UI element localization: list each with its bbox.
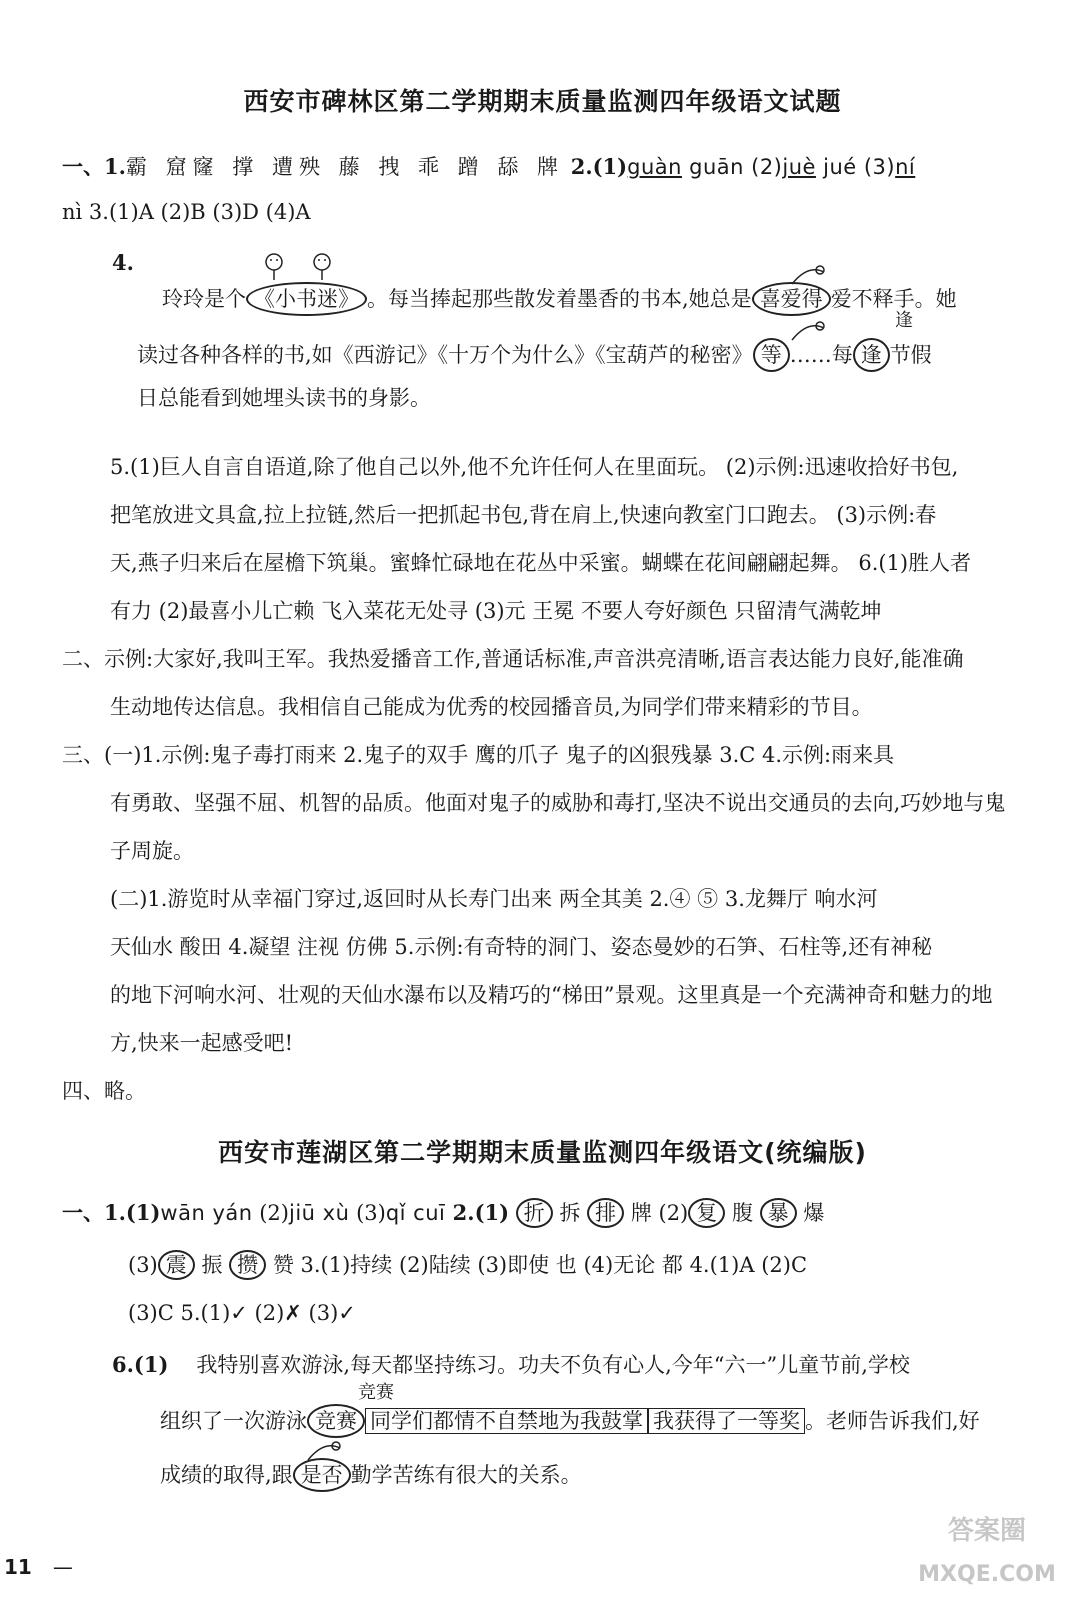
watermark-text: 答案圈 [947,1516,1027,1546]
s1-q1-line [62,152,915,182]
s2-text: (2) [658,1201,689,1225]
s1-passage-line3: 日总能看到她埋头读书的身影。 [137,386,431,410]
passage-text: 组织了一次游泳 [160,1409,307,1433]
s1-passage-line2 [137,338,932,372]
s1-q1-label: 一、1. [62,154,126,179]
circled-char: 暴 [760,1198,797,1228]
page-number-text: 11 [4,1555,32,1579]
proof-circle-feng: 逢 [853,338,890,372]
s2-q6-line3 [160,1458,582,1492]
s2-q6-line2 [160,1404,980,1438]
s2-text: (3) [349,1201,386,1225]
circled-char: 攒 [229,1250,266,1280]
plain-char: 赞 [272,1253,294,1277]
s1-part3-line2: 有勇敢、坚强不屈、机智的品质。他面对鬼子的威胁和毒打,坚决不说出交通员的去向,巧妙地与鬼 [110,791,1006,815]
s1-part2-line1: 二、示例:大家好,我叫王军。我热爱播音工作,普通话标准,声音洪亮清晰,语言表达能力良好,能准确 [62,647,964,671]
proof-box-1: 同学们都情不自禁地为我鼓掌 [365,1408,648,1434]
circled-char: 复 [688,1198,725,1228]
s1-q1-words: 霸 窟窿 撑 遭殃 藤 拽 乖 蹭 舔 牌 [125,155,565,179]
watermark-logo [897,1495,1077,1595]
circled-char: 震 [158,1250,195,1280]
s2-q1-line [62,1198,824,1228]
s1-part3b-line3: 的地下河响水河、壮观的天仙水瀑布以及精巧的“梯田”景观。这里真是一个充满神奇和魅力的地 [110,983,993,1007]
delete-mark-icon [790,262,830,286]
s1-q3-line: nì 3.(1)A (2)B (3)D (4)A [62,200,311,224]
s1-q5-line2: 把笔放进文具盒,拉上拉链,然后一把抓起书包,背在肩上,快速向教室门口跑去。 (3)示例:春 [110,503,937,527]
section-title-lianhu: 西安市莲湖区第二学期期末质量监测四年级语文(统编版) [218,1138,867,1167]
s2-q1-label: 一、1.(1) [62,1200,161,1225]
s1-part3-line3: 子周旋。 [110,839,194,863]
plain-char: 拆 [559,1201,581,1225]
s1-part4-line: 四、略。 [62,1079,146,1103]
s2-pinyin: wān yán [160,1201,253,1225]
s1-part3-line1: 三、(一)1.示例:鬼子毒打雨来 2.鬼子的双手 鹰的爪子 鬼子的凶狠残暴 3.C 4.示例:雨来具 [62,743,895,767]
passage-text: 节假 [889,343,932,367]
plain-char: 腹 [731,1201,753,1225]
s1-pinyin-guan2: guān (2) [681,155,783,179]
plain-char: 振 [201,1253,223,1277]
page-number [4,1555,73,1579]
s1-part3b-line4: 方,快来一起感受吧! [110,1031,294,1055]
s2-q3-text: 3.(1)持续 (2)陆续 (3)即使 也 (4)无论 都 4.(1)A (2)C [300,1253,808,1277]
watermark-url: MXQE.COM [918,1562,1056,1587]
s1-q4-label: 4. [112,250,134,275]
s1-q6-line: 有力 (2)最喜小儿亡赖 飞入菜花无处寻 (3)元 王冕 不要人夸好颜色 只留清气满乾坤 [110,599,882,623]
passage-text: 成绩的取得,跟 [160,1463,293,1487]
page-dash: — [52,1555,73,1579]
anno-jingsai: 竞赛 [358,1382,394,1403]
circled-char: 排 [587,1198,624,1228]
passage-text: ……每 [789,343,853,367]
passage-text: 读过各种各样的书,如《西游记》《十万个为什么》《宝葫芦的秘密》 [137,343,753,367]
anno-feng: 逢 [895,310,913,331]
proof-circle-delete: 喜爱得 [752,282,831,316]
s2-q2-line2 [128,1250,807,1280]
s1-part3b-line2: 天仙水 酸田 4.凝望 注视 仿佛 5.示例:有奇特的洞门、姿态曼妙的石笋、石柱等,还有神秘 [110,935,933,959]
plain-char: 牌 [630,1201,652,1225]
s1-pinyin-guan: guàn [627,155,682,179]
s1-passage-line1 [162,282,957,316]
proof-circle-jingsai: 竞赛 [307,1404,365,1438]
s2-q5-line: (3)C 5.(1)✓ (2)✗ (3)✓ [128,1301,356,1325]
s2-text: (3) [128,1253,158,1277]
proofmark-icon [262,250,342,280]
proof-circle-deng: 等 [753,338,790,372]
s1-q2-label: 2.(1) [570,154,628,179]
proof-box-2: 我获得了一等奖 [648,1408,805,1434]
s2-pinyin: qǐ cuī [385,1201,446,1225]
s1-q5-line1: 5.(1)巨人自言自语道,除了他自己以外,他不允许任何人在里面玩。 (2)示例:迅速收拾好书包, [110,455,959,479]
s1-pinyin-jue: juè [782,155,816,179]
section-title-beilin: 西安市碑林区第二学期期末质量监测四年级语文试题 [243,87,842,116]
s1-pinyin-jue2: jué (3) [815,155,896,179]
s2-q6-line1 [112,1350,910,1380]
s2-text: (2) [252,1201,289,1225]
proof-circle-shifou: 是否 [293,1458,351,1492]
passage-text: 玲玲是个 [162,287,246,311]
s2-pinyin: jiū xù [288,1201,350,1225]
passage-text: 爱不释手。她 [830,287,957,311]
s2-q2-label: 2.(1) [445,1200,510,1225]
passage-text: 。老师告诉我们,好 [805,1409,980,1433]
s2-q6-label: 6.(1) [112,1352,169,1377]
s1-q5-line3: 天,燕子归来后在屋檐下筑巢。蜜蜂忙碌地在花丛中采蜜。蝴蝶在花间翩翩起舞。 6.(1)胜人者 [110,551,972,575]
s1-part2-line2: 生动地传达信息。我相信自己能成为优秀的校园播音员,为同学们带来精彩的节目。 [110,695,873,719]
passage-text: 我特别喜欢游泳,每天都坚持练习。功夫不负有心人,今年“六一”儿童节前,学校 [196,1353,910,1377]
s1-part3b-line1: (二)1.游览时从幸福门穿过,返回时从长寿门出来 两全其美 2.④ ⑤ 3.龙舞厅 响水河 [110,887,878,911]
passage-text: 勤学苦练有很大的关系。 [350,1463,582,1487]
proof-circle-title: 《小书迷》 [246,282,367,316]
plain-char: 爆 [803,1201,825,1225]
circled-char: 折 [516,1198,553,1228]
passage-text: 。每当捧起那些散发着墨香的书本,她总是 [367,287,752,311]
s1-pinyin-ni: ní [895,155,916,179]
